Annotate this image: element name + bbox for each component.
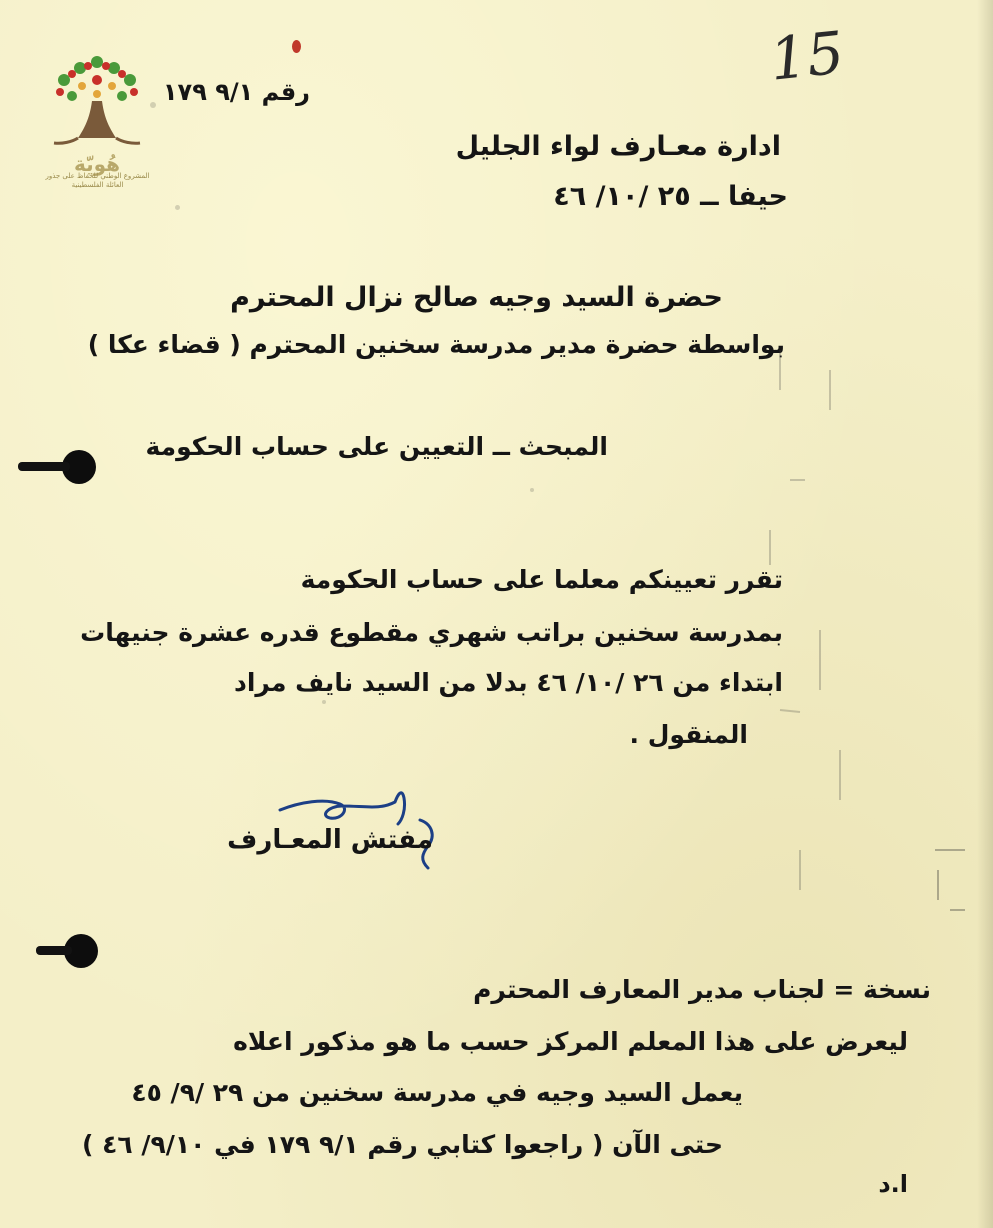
copy-to-line: نسخة = لجناب مدير المعارف المحترم xyxy=(473,975,931,1004)
copy-note-line-1: ليعرض على هذا المعلم المركز حسب ما هو مذكور اعلاه xyxy=(233,1027,908,1056)
logo-caption: المشروع الوطني للحفاظ على جذور العائلة الفلسطينية xyxy=(45,172,150,189)
page-edge-shadow xyxy=(977,0,993,1228)
bleed-through-marks xyxy=(760,330,860,930)
place-date: حيفا ــ ٢٥ /١٠/ ٤٦ xyxy=(553,181,788,212)
red-ink-spot xyxy=(292,40,301,53)
binder-hole-mark xyxy=(18,462,70,471)
addressee-via-line: بواسطة حضرة مدير مدرسة سخنين المحترم ( قضاء عكا ) xyxy=(87,330,785,359)
copy-note-line-3: حتى الآن ( راجعوا كتابي رقم ٩/١ ١٧٩ في ٩/١٠/ ٤٦ ) xyxy=(81,1130,723,1159)
ink-speck xyxy=(530,488,534,492)
binder-hole-mark xyxy=(36,946,72,955)
subject-line: المبحث ــ التعيين على حساب الحكومة xyxy=(145,432,608,461)
signatory-title: مفتش المعـارف xyxy=(227,825,433,855)
ink-speck xyxy=(175,205,180,210)
ink-speck xyxy=(322,700,326,704)
edge-marks xyxy=(930,840,970,930)
body-line-2: بمدرسة سخنين براتب شهري مقطوع قدره عشرة جنيهات xyxy=(80,618,783,647)
ink-speck xyxy=(150,102,156,108)
initials: ا.د xyxy=(878,1170,908,1198)
reference-number: رقم ٩/١ ١٧٩ xyxy=(162,78,310,106)
svg-text:هُويّة: هُويّة xyxy=(73,152,121,176)
body-line-1: تقرر تعيينكم معلما على حساب الحكومة xyxy=(300,565,783,594)
copy-note-line-2: يعمل السيد وجيه في مدرسة سخنين من ٢٩ /٩/ ٤٥ xyxy=(131,1078,743,1107)
body-line-3: ابتداء من ٢٦ /١٠/ ٤٦ بدلا من السيد نايف مراد xyxy=(234,668,783,697)
addressee-line: حضرة السيد وجيه صالح نزال المحترم xyxy=(230,282,723,313)
folio-number: 15 xyxy=(766,18,848,94)
body-line-4: المنقول . xyxy=(629,720,748,749)
office-name: ادارة معـارف لواء الجليل xyxy=(455,131,781,162)
